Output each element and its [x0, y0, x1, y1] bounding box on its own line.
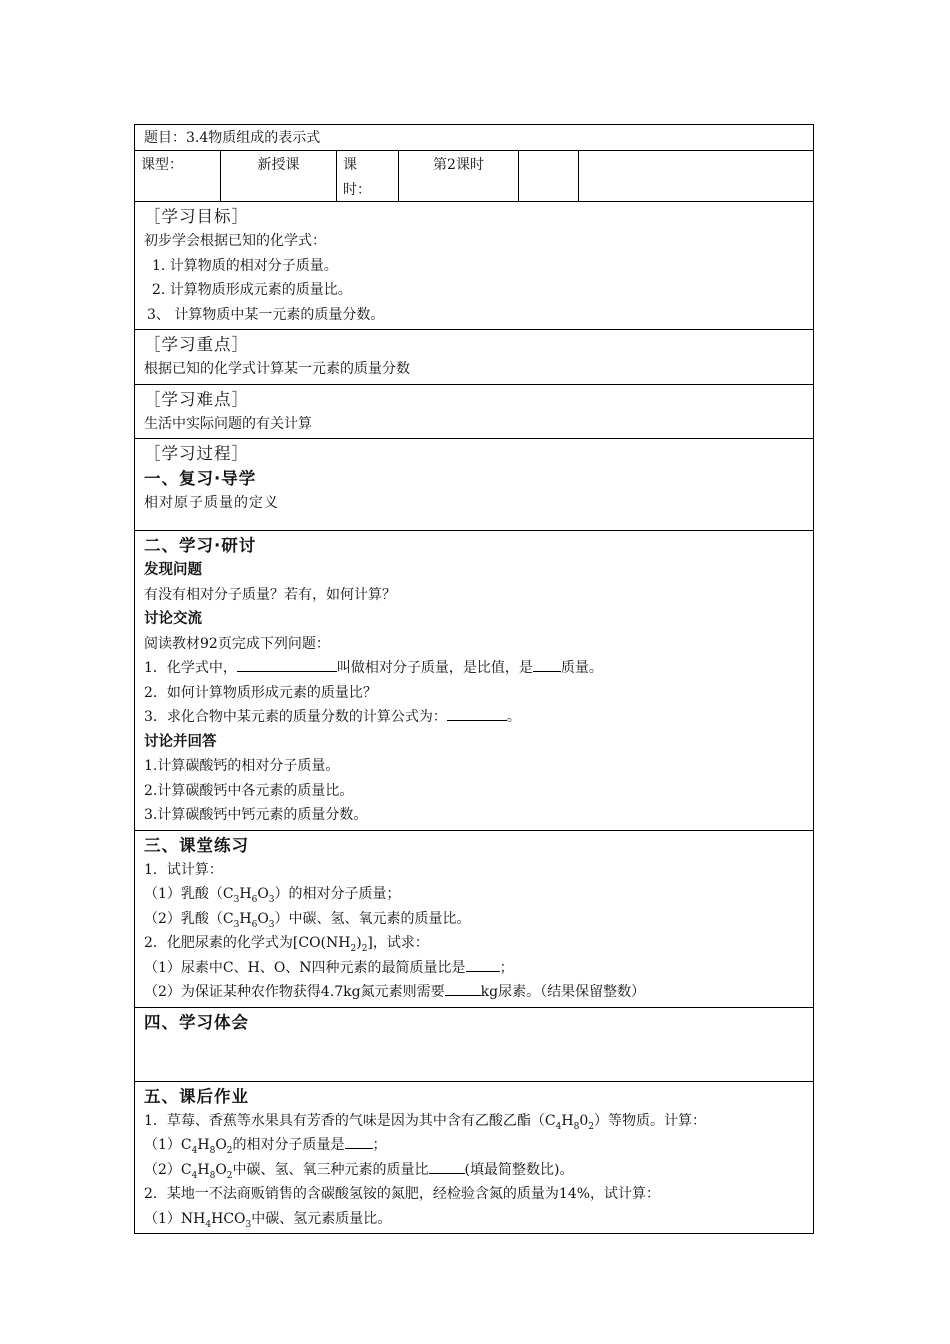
hw-text: O	[215, 1137, 227, 1153]
process-heading: ［学习过程］	[144, 444, 249, 463]
hours-label-line2: 时：	[343, 181, 371, 198]
subscript: 2	[588, 1121, 594, 1132]
blank-1	[237, 658, 337, 672]
hw-text: （2）C	[144, 1161, 192, 1178]
blank-7	[429, 1160, 465, 1174]
ex-text: ）中碳、氢、氧元素的质量比。	[274, 910, 471, 927]
hw-text: O	[215, 1161, 227, 1178]
focus-heading: ［学习重点］	[144, 335, 249, 354]
hw-text: 1．草莓、香蕉等水果具有芳香的气味是因为其中含有乙酸乙酯（C	[144, 1112, 556, 1129]
subscript: 2	[350, 943, 357, 954]
answer-item-3: 3.计算碳酸钙中钙元素的质量分数。	[144, 807, 368, 823]
subscript: 8	[209, 1170, 216, 1181]
difficulty-heading: ［学习难点］	[144, 389, 249, 409]
subscript: 8	[573, 1121, 580, 1132]
subscript: 4	[191, 1145, 198, 1156]
ex-text: H	[239, 910, 252, 927]
subscript: 3	[268, 919, 275, 930]
hw-text: ；	[372, 1137, 387, 1153]
fill-q3-part-b: 。	[506, 709, 521, 725]
blank-2	[533, 658, 561, 672]
hw-text: H	[197, 1161, 210, 1178]
question-1: 有没有相对分子质量？若有，如何计算？	[144, 586, 396, 603]
hw-text: 0	[579, 1112, 589, 1129]
goals-intro: 初步学会根据已知的化学式：	[144, 233, 326, 249]
subscript: 3	[268, 894, 275, 905]
fill-q3-part-a: 3．求化合物中某元素的质量分数的计算公式为：	[144, 709, 447, 725]
difficulty-section	[135, 385, 813, 440]
exercise-2	[144, 931, 804, 956]
hw-text: H	[561, 1112, 574, 1129]
section-5-title: 五、课后作业	[144, 1086, 249, 1106]
subscript: 8	[209, 1145, 216, 1156]
exercise-1: 1．试计算：	[144, 861, 223, 878]
ex-text: （2）为保证某种农作物获得4.7kg氮元素则需要	[144, 984, 445, 1000]
focus-section	[135, 330, 813, 385]
hw-text: 中碳、氢、氧三种元素的质量比	[232, 1161, 429, 1178]
hw-text: 的相对分子质量是	[232, 1137, 345, 1153]
subheading-discussion: 讨论交流	[144, 611, 202, 627]
type-label: 课型：	[135, 151, 221, 201]
subscript: 4	[555, 1121, 562, 1132]
fill-q1-part-b: 叫做相对分子质量，是比值，是	[336, 660, 533, 676]
goal-item-2: 2. 计算物质形成元素的质量比。	[152, 282, 352, 298]
ex-text: )	[356, 935, 362, 951]
ex-text: O	[257, 910, 269, 927]
hours-label-line1: 课	[343, 157, 357, 173]
ex-text: （2）乳酸（C	[144, 910, 234, 927]
subheading-discuss-answer: 讨论并回答	[144, 733, 217, 750]
difficulty-text: 生活中实际问题的有关计算	[144, 415, 312, 432]
title-text: 3.4物质组成的表示式	[186, 130, 321, 146]
hw-text: ）等物质。计算：	[593, 1112, 706, 1129]
title-row	[135, 125, 813, 151]
type-value: 新授课	[221, 151, 337, 201]
exercise-1-part-2	[144, 907, 804, 932]
section-5	[135, 1082, 813, 1234]
exercise-2-part-2	[144, 980, 804, 1005]
ex-text: kg尿素。（结果保留整数）	[480, 984, 646, 1000]
reading-instruction: 阅读教材92页完成下列问题：	[144, 635, 330, 652]
section-3-title: 三、课堂练习	[144, 835, 249, 855]
subscript: 3	[233, 919, 240, 930]
ex-text: H	[239, 886, 252, 902]
hw-text: （1）NH	[144, 1210, 206, 1227]
title-label: 题目：	[144, 130, 186, 146]
meta-row	[135, 151, 813, 202]
subscript: 4	[205, 1219, 212, 1230]
subscript: 2	[226, 1170, 233, 1181]
fill-q1-part-c: 质量。	[560, 660, 603, 676]
lesson-title	[135, 125, 813, 150]
section-2	[135, 531, 813, 831]
ex-text: （1）尿素中C、H、O、N四种元素的最简质量比是	[144, 959, 466, 976]
goal-item-1: 1. 计算物质的相对分子质量。	[152, 257, 338, 274]
ex-text: O	[257, 886, 269, 902]
subscript: 6	[251, 894, 258, 905]
hours-value: 第2课时	[399, 151, 519, 201]
exercise-2-part-1	[144, 956, 804, 981]
homework-1	[144, 1109, 804, 1134]
exercise-1-part-1	[144, 882, 804, 907]
hours-label	[337, 151, 399, 201]
section-2-title: 二、学习·研讨	[144, 536, 257, 555]
answer-item-2: 2.计算碳酸钙中各元素的质量比。	[144, 782, 354, 799]
fill-question-2: 2．如何计算物质形成元素的质量比？	[144, 684, 377, 701]
process-section	[135, 439, 813, 531]
hw-text: （1）C	[144, 1137, 192, 1153]
ex-text: 2．化肥尿素的化学式为[CO(NH	[144, 935, 351, 951]
subscript: 3	[245, 1219, 252, 1230]
section-1-text: 相对原子质量的定义	[144, 495, 279, 511]
blank-4	[466, 958, 500, 972]
empty-cell-1	[519, 151, 579, 201]
fill-question-1	[144, 656, 804, 681]
goals-heading: ［学习目标］	[144, 207, 249, 226]
hw-text: 中碳、氢元素质量比。	[251, 1210, 392, 1227]
hw-text: HCO	[211, 1210, 246, 1227]
homework-1-part-2	[144, 1158, 804, 1183]
homework-1-part-1	[144, 1133, 804, 1158]
blank-5	[445, 982, 481, 996]
blank-3	[447, 707, 507, 721]
ex-text: ；	[499, 959, 514, 976]
focus-text: 根据已知的化学式计算某一元素的质量分数	[144, 361, 410, 377]
subscript: 2	[226, 1145, 233, 1156]
section-4	[135, 1008, 813, 1082]
hw-text: (填最简整数比)。	[464, 1161, 574, 1178]
blank-6	[345, 1135, 373, 1149]
subscript: 3	[233, 894, 240, 905]
subscript: 4	[191, 1170, 198, 1181]
section-4-title: 四、学习体会	[144, 1012, 249, 1032]
ex-text: ）的相对分子质量；	[274, 886, 401, 902]
answer-item-1: 1.计算碳酸钙的相对分子质量。	[144, 758, 340, 774]
empty-cell-2	[579, 151, 813, 201]
subscript: 2	[361, 943, 368, 954]
section-3	[135, 831, 813, 1008]
homework-2-part-1	[144, 1207, 804, 1232]
subscript: 6	[251, 919, 258, 930]
goal-item-3: 3、 计算物质中某一元素的质量分数。	[147, 306, 385, 323]
section-1-title: 一、复习·导学	[144, 469, 257, 488]
fill-question-3	[144, 705, 804, 730]
ex-text: ]，试求：	[367, 935, 429, 951]
lesson-plan-table	[134, 124, 814, 1234]
subheading-find-problem: 发现问题	[144, 562, 202, 578]
hw-text: H	[197, 1137, 210, 1153]
ex-text: （1）乳酸（C	[144, 886, 234, 902]
homework-2: 2．某地一不法商贩销售的含碳酸氢铵的氮肥，经检验含氮的质量为14%，试计算：	[144, 1186, 661, 1202]
goals-section	[135, 202, 813, 330]
fill-q1-part-a: 1．化学式中，	[144, 660, 237, 676]
